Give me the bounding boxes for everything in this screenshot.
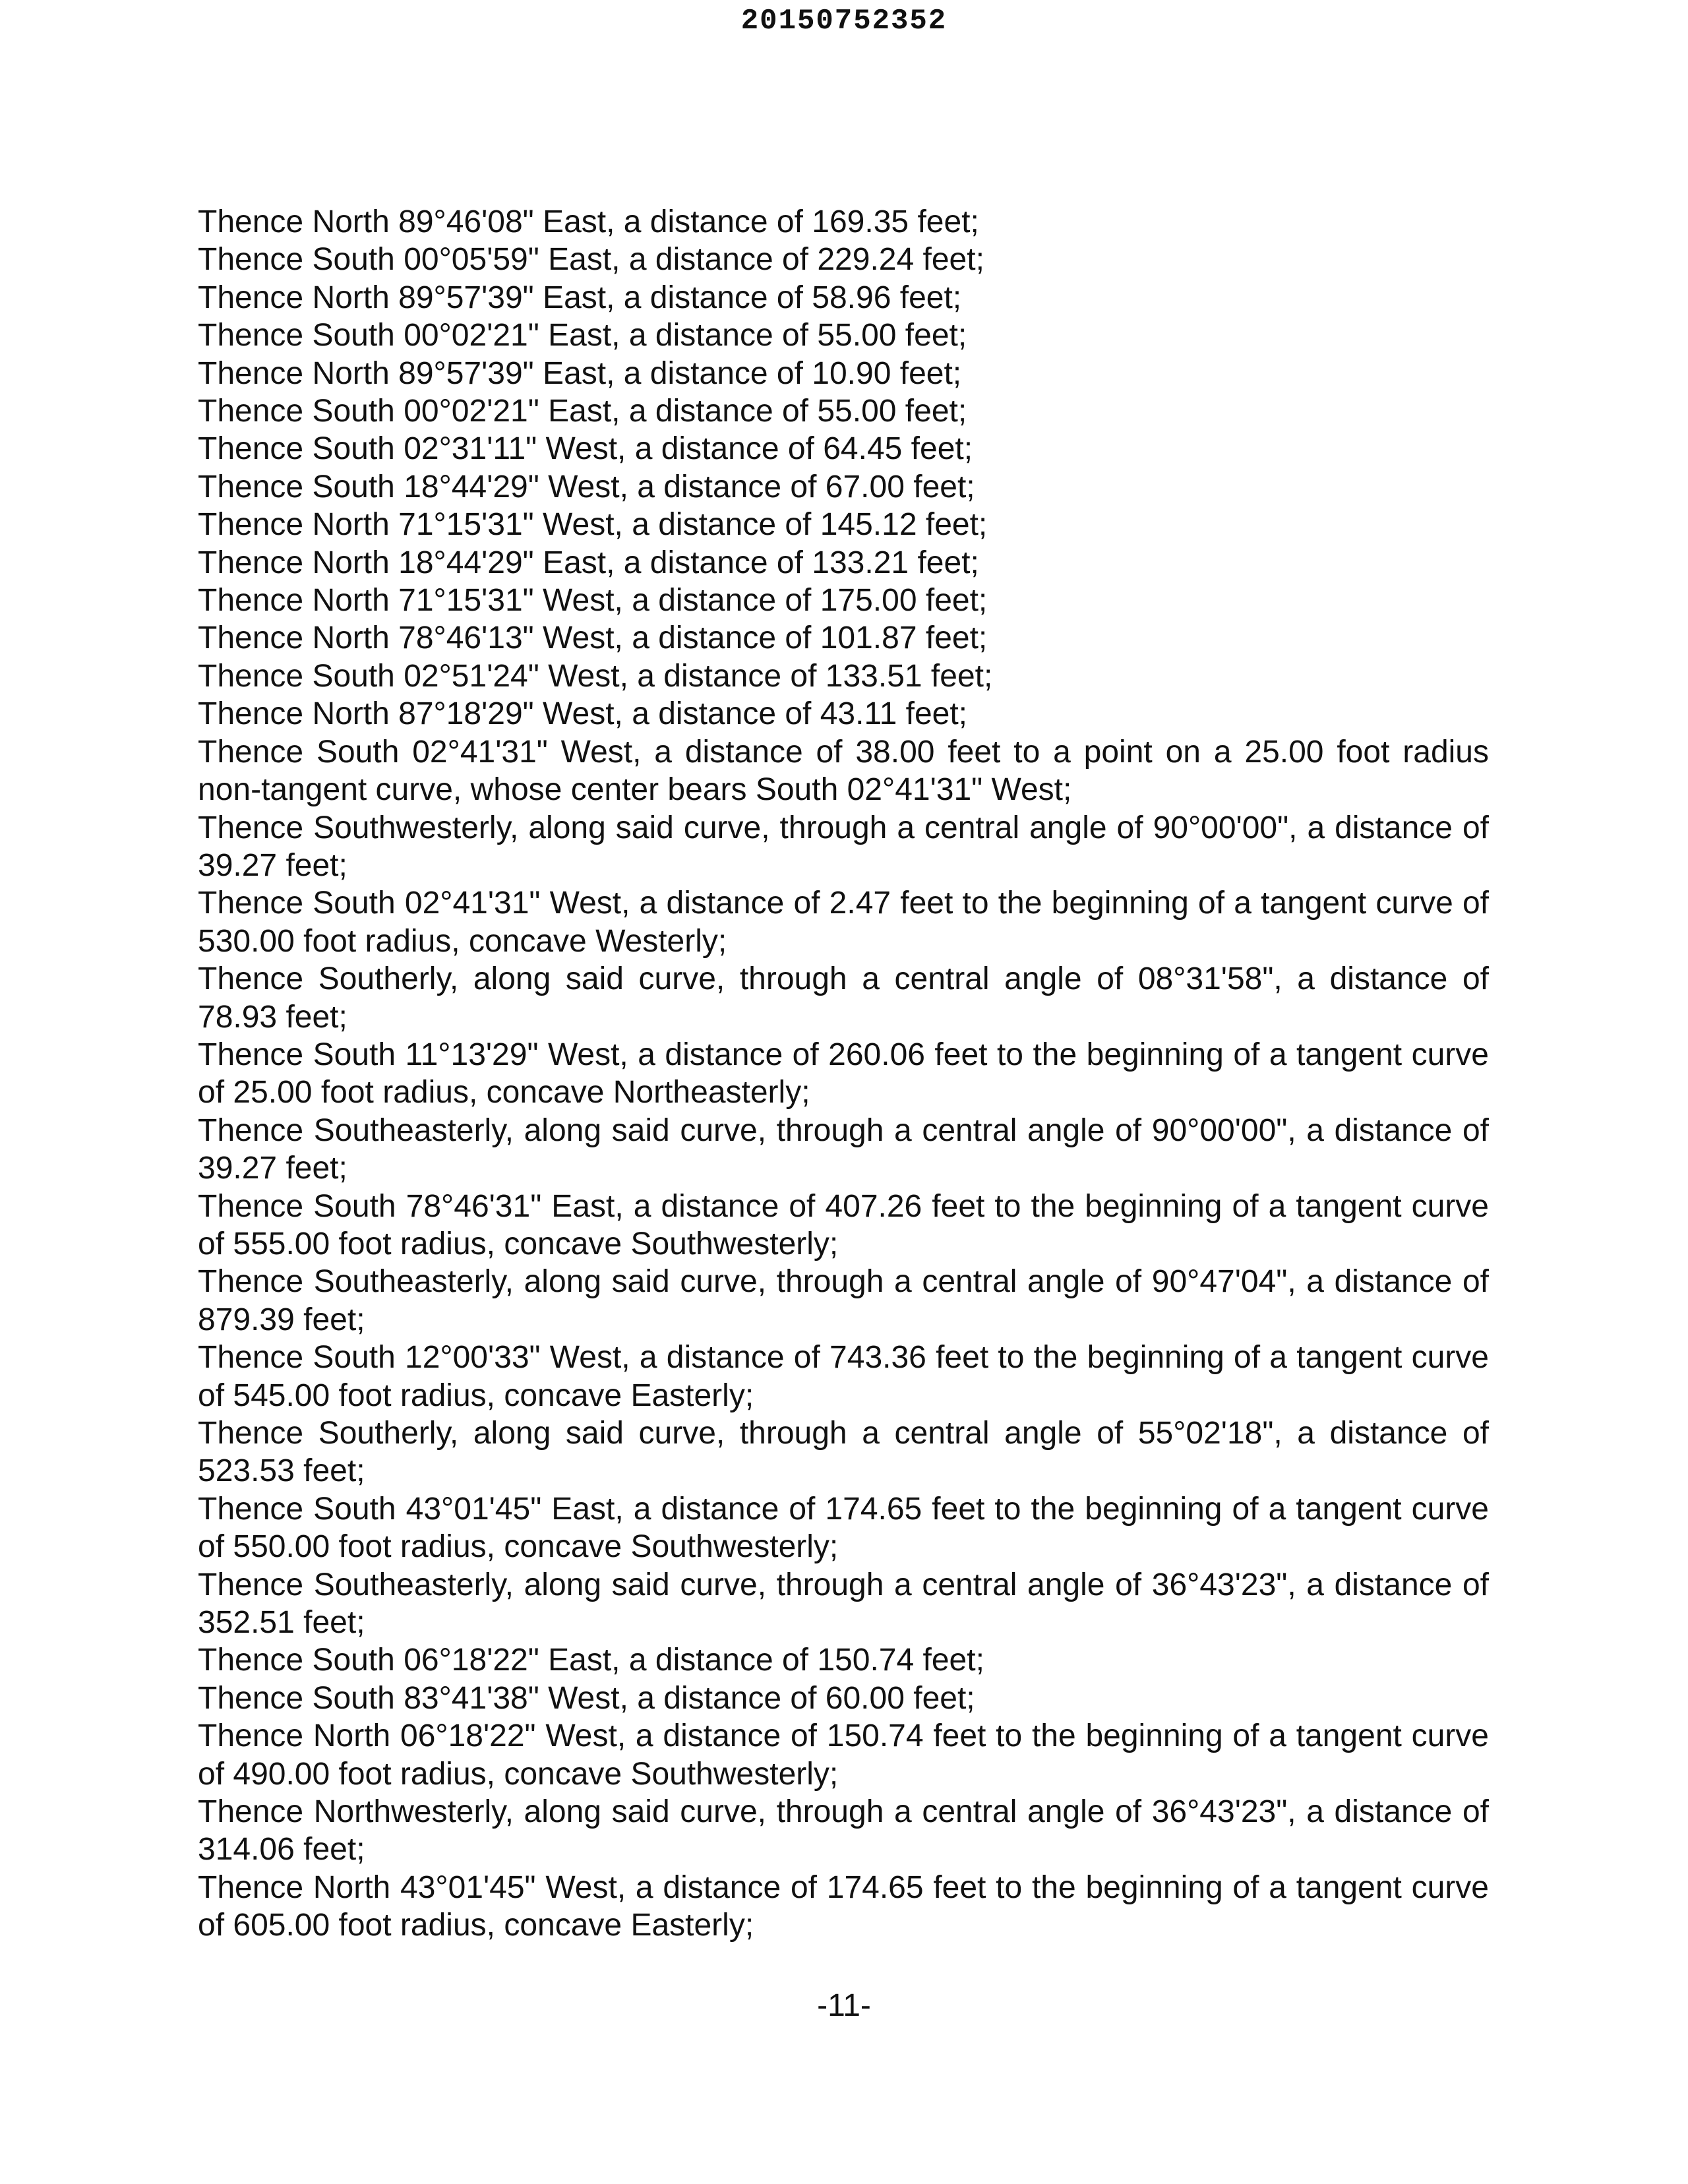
course-line: Thence South 00°05'59" East, a distance of 229.24 feet; [198, 242, 984, 278]
course-line: Thence South 12°00'33" West, a distance of 743.36 feet to the beginning of a tangent curve of 545.00 foot radius, concave Easterly; [198, 1340, 1489, 1413]
course-line: Thence South 02°31'11" West, a distance of 64.45 feet; [198, 431, 973, 467]
course-line: Thence South 02°41'31" West, a distance of 2.47 feet to the beginning of a tangent curve of 530.00 foot radius, concave Westerly; [198, 886, 1489, 959]
course-line: Thence South 06°18'22" East, a distance of 150.74 feet; [198, 1643, 984, 1678]
course-line: Thence South 18°44'29" West, a distance of 67.00 feet; [198, 469, 975, 504]
course-line: Thence South 00°02'21" East, a distance of 55.00 feet; [198, 394, 967, 429]
course-line: Thence Southerly, along said curve, through a central angle of 08°31'58", a distance of 78.93 feet; [198, 961, 1489, 1035]
course-line: Thence Southwesterly, along said curve, through a central angle of 90°00'00", a distance of 39.27 feet; [198, 810, 1489, 883]
page-number: -11- [817, 1988, 871, 2023]
course-line: Thence North 89°57'39" East, a distance of 10.90 feet; [198, 355, 962, 391]
course-line: Thence South 78°46'31" East, a distance of 407.26 feet to the beginning of a tangent curve of 555.00 foot radius, concave Southwesterly; [198, 1188, 1489, 1261]
course-line: Thence North 78°46'13" West, a distance of 101.87 feet; [198, 621, 988, 656]
course-line: Thence South 83°41'38" West, a distance of 60.00 feet; [198, 1680, 975, 1716]
course-line: Thence South 11°13'29" West, a distance of 260.06 feet to the beginning of a tangent curve of 25.00 foot radius, concave Northeasterly; [198, 1037, 1489, 1110]
course-line: Thence North 87°18'29" West, a distance of 43.11 feet; [198, 696, 967, 732]
course-line: Thence North 18°44'29" East, a distance of 133.21 feet; [198, 545, 979, 580]
course-line: Thence Southerly, along said curve, through a central angle of 55°02'18", a distance of 523.53 feet; [198, 1416, 1489, 1489]
course-line: Thence Southeasterly, along said curve, through a central angle of 36°43'23", a distance of 352.51 feet; [198, 1567, 1489, 1641]
course-line: Thence North 89°46'08" East, a distance of 169.35 feet; [198, 204, 979, 239]
course-line: Thence South 02°51'24" West, a distance of 133.51 feet; [198, 658, 993, 694]
document-number: 20150752352 [740, 5, 948, 38]
course-line: Thence North 71°15'31" West, a distance of 175.00 feet; [198, 583, 988, 619]
course-line: Thence North 43°01'45" West, a distance of 174.65 feet to the beginning of a tangent curve of 605.00 foot radius, concave Easterly; [198, 1869, 1489, 1943]
course-line: Thence North 71°15'31" West, a distance of 145.12 feet; [198, 507, 988, 543]
legal-description-body [198, 203, 1489, 1945]
course-line: Thence Southeasterly, along said curve, through a central angle of 90°47'04", a distance of 879.39 feet; [198, 1264, 1489, 1337]
course-line: Thence Southeasterly, along said curve, through a central angle of 90°00'00", a distance of 39.27 feet; [198, 1112, 1489, 1186]
course-line: Thence South 43°01'45" East, a distance of 174.65 feet to the beginning of a tangent curve of 550.00 foot radius, concave Southwesterly; [198, 1491, 1489, 1565]
course-line: Thence South 00°02'21" East, a distance of 55.00 feet; [198, 318, 967, 353]
course-line: Thence North 06°18'22" West, a distance of 150.74 feet to the beginning of a tangent curve of 490.00 foot radius, concave Southwesterly; [198, 1718, 1489, 1792]
course-line: Thence South 02°41'31" West, a distance of 38.00 feet to a point on a 25.00 foot radius non-tangent curve, whose center bears South 02°41'31" West; [198, 734, 1489, 808]
course-line: Thence Northwesterly, along said curve, through a central angle of 36°43'23", a distance of 314.06 feet; [198, 1794, 1489, 1867]
course-line: Thence North 89°57'39" East, a distance of 58.96 feet; [198, 280, 962, 315]
